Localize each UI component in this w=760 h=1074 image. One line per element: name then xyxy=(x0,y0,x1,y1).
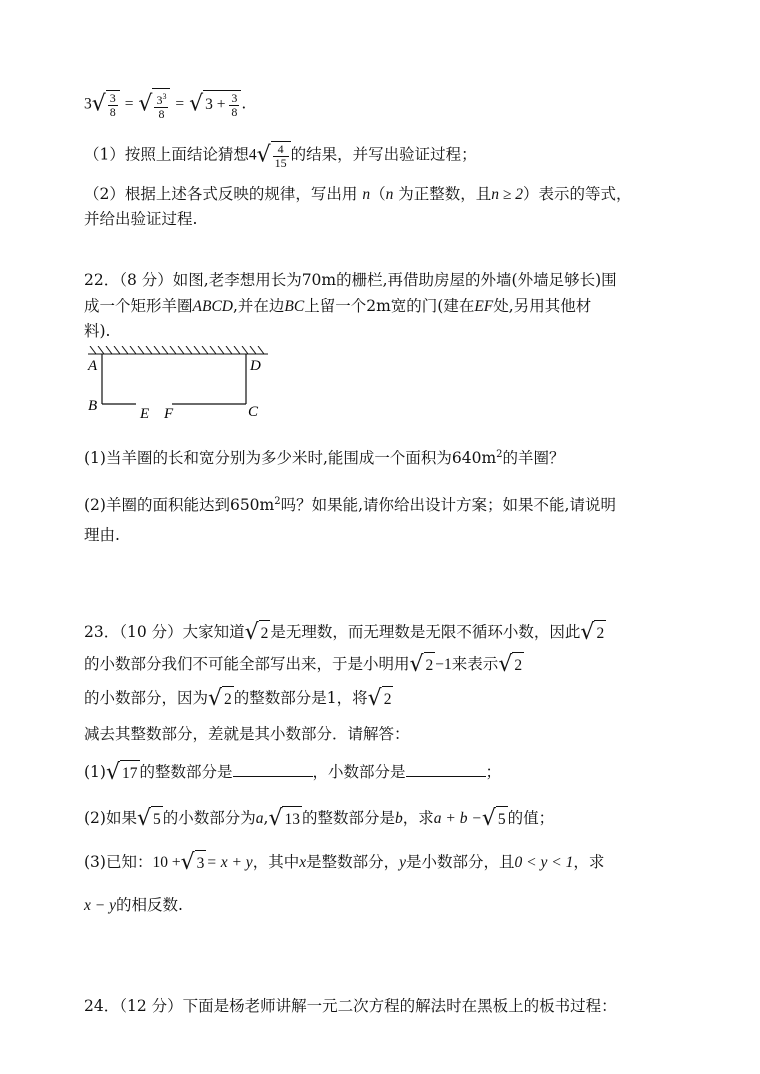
answer-blank-integer[interactable] xyxy=(233,760,313,777)
q23-line-3: 的小数部分，因为√ 2 的整数部分是1，将√ 2 xyxy=(84,686,392,711)
part-1: （1）按照上面结论猜想4√ $\frac{4}{15}$ 的结果，并写出验证过程； xyxy=(84,142,477,170)
part-2-line-2: 并给出验证过程. xyxy=(84,210,198,228)
q23-sub-3-cont: x − y的相反数. xyxy=(84,896,183,914)
wall-hatch xyxy=(88,346,268,354)
pen-diagram xyxy=(84,346,284,426)
q23-sub-3: (3)已知：10 +√ 3 = x + y，其中x是整数部分，y是小数部分，且0 < y < 1，求 xyxy=(84,850,605,875)
q23-line-1: 23．（10 分）大家知道√ 2 是无理数，而无理数是无限不循环小数，因此√ 2 xyxy=(84,620,605,645)
q22-sub-2-cont: 理由. xyxy=(84,526,120,544)
q23-line-4: 减去其整数部分，差就是其小数部分．请解答： xyxy=(84,725,410,743)
radical-1: √ $\frac{3}{8}$ xyxy=(92,90,120,119)
q23-sub-1: (1)√ 17 的整数部分是 ，小数部分是 ； xyxy=(84,760,502,785)
label-E: E xyxy=(140,406,150,422)
radical-2: √ $\frac{3^3}{8}$ xyxy=(138,88,170,121)
q22-line-3: 料). xyxy=(84,322,111,340)
part-2-line-1: （2）根据上述各式反映的规律，写出用 n（n 为正整数，且n ≥ 2）表示的等式， xyxy=(84,185,632,203)
q22-line-1: 22．（8 分）如图,老李想用长为70m的栅栏,再借助房屋的外墙(外墙足够长)围 xyxy=(84,271,617,289)
q24-line: 24．（12 分）下面是杨老师讲解一元二次方程的解法时在黑板上的板书过程： xyxy=(84,997,617,1015)
rectangle-sides xyxy=(102,354,246,404)
q22-line-2: 成一个矩形羊圈ABCD,并在边BC上留一个2m宽的门(建在EF处,另用其他材 xyxy=(84,297,592,315)
q23-sub-2: (2)如果√ 5 的小数部分为a,√ 13 的整数部分是b，求a + b −√ 5 的值； xyxy=(84,806,555,831)
answer-blank-decimal[interactable] xyxy=(406,760,486,777)
label-A: A xyxy=(88,358,98,374)
q22-sub-2: (2)羊圈的面积能达到$650m^2$吗？如果能,请你给出设计方案；如果不能,请说明 xyxy=(84,496,616,515)
intro-equation: 3√ $\frac{3}{8}$ = √ $\frac{3^3}{8}$ = √ 3 + $\frac{3}{8}$ . xyxy=(84,88,246,121)
q22-sub-1: (1)当羊圈的长和宽分别为多少米时,能围成一个面积为$640m^2$的羊圈？ xyxy=(84,449,565,468)
intro-coef: 3 xyxy=(84,95,92,113)
radical-3: √ 3 + $\frac{3}{8}$ xyxy=(189,90,241,119)
label-D: D xyxy=(250,358,261,374)
q23-line-2: 的小数部分我们不可能全部写出来，于是小明用√ 2 −1来表示√ 2 xyxy=(84,652,523,677)
label-B: B xyxy=(88,398,98,414)
label-C: C xyxy=(248,404,259,420)
label-F: F xyxy=(164,406,174,422)
